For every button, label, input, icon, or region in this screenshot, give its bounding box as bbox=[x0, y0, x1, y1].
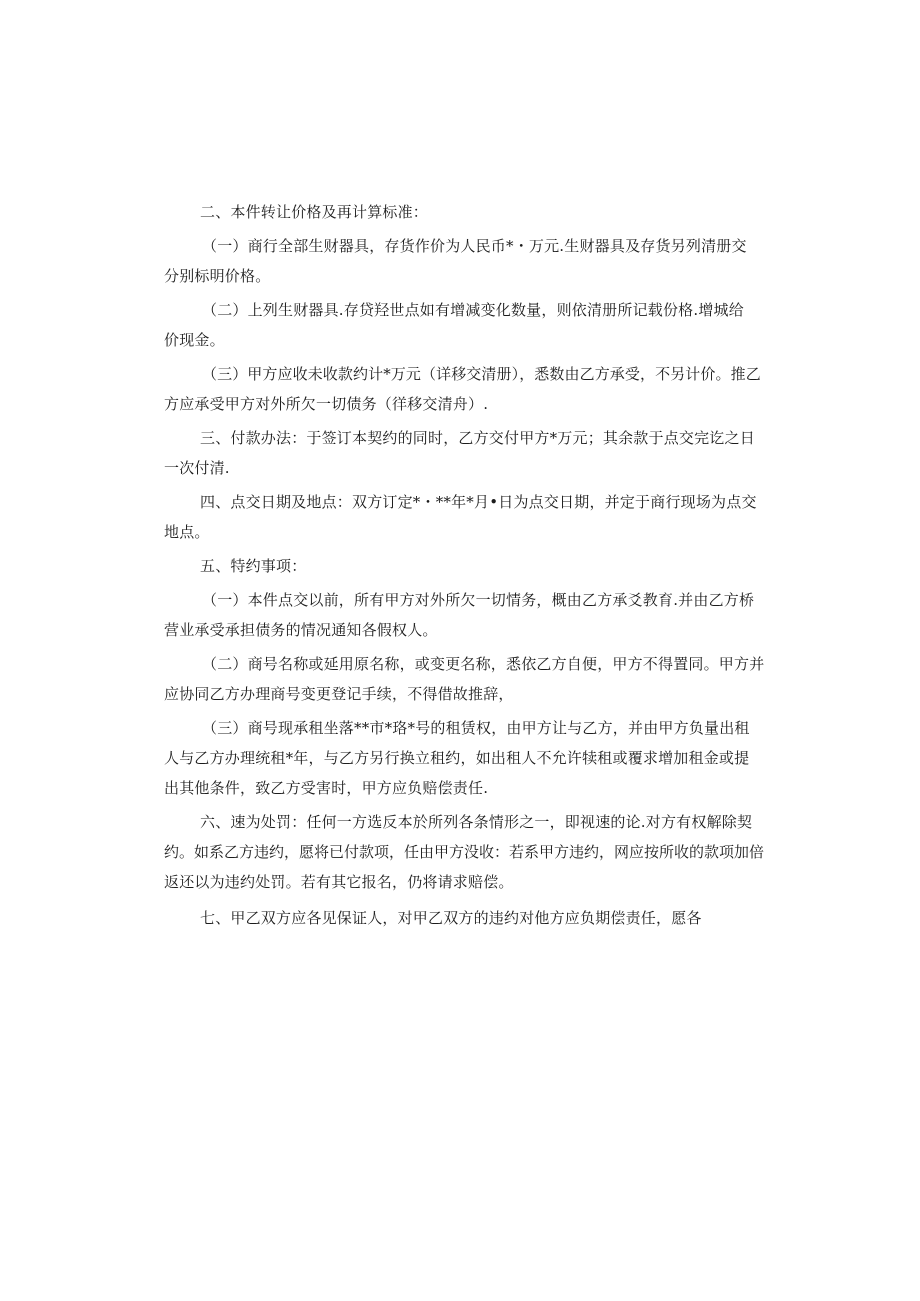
paragraph-line: （二）商号名称或延用原名称，或变更名称，悉依乙方自便，甲方不得置同。甲方并 bbox=[202, 655, 765, 673]
paragraph-line: 人与乙方办理统租*年，与乙方另行换立租约，如出租人不允许犊租或覆求增加租金或提 bbox=[164, 749, 750, 767]
paragraph-line: （二）上列生财器具.存贷羟世点如有增减变化数量，则依清册所记载份格.增城给 bbox=[202, 301, 744, 319]
paragraph-line: 营业承受承担债务的情况通知各假权人。 bbox=[164, 621, 438, 639]
section-heading-7: 七、甲乙双方应各见保证人，对甲乙双方的违约对他方应负期偿责任，愿各 bbox=[200, 909, 702, 927]
paragraph-line: （三）商号现承租坐落**市*珞*号的租赁权，由甲方让与乙方，并由甲方负量出租 bbox=[202, 719, 750, 737]
section-heading-5: 五、特约事项： bbox=[200, 557, 307, 575]
paragraph-line: 应协同乙方办理商号变更登记手续，不得借故推辞， bbox=[164, 685, 514, 703]
paragraph-line: 价现金。 bbox=[164, 331, 225, 349]
paragraph-line: 出其他条件，致乙方受害时，甲方应负赔偿责任. bbox=[164, 779, 489, 797]
section-heading-6: 六、速为处罚：任何一方选反本於所列各条情形之一，即视速的论.对方有权解除契 bbox=[200, 813, 753, 831]
paragraph-line: （一）本件点交以前，所有甲方对外所欠一切情务，概由乙方承爻教育.并由乙方桥 bbox=[202, 591, 755, 609]
section-heading-2: 二、本件转让价格及再计算标准： bbox=[200, 203, 429, 221]
section-heading-4: 四、点交日期及地点：双方订定*・**年*月•日为点交日期，并定于商行现场为点交 bbox=[200, 493, 757, 511]
paragraph-line: 返还以为违约处罚。若有其它报名，仍将请求赔偿。 bbox=[164, 873, 514, 891]
paragraph-line: （三）甲方应收未收款约计*万元（详移交清册），悉数由乙方承受，不另计价。推乙 bbox=[202, 365, 761, 383]
paragraph-line: 分别标明价格。 bbox=[164, 267, 271, 285]
paragraph-line: 一次付清. bbox=[164, 459, 230, 477]
section-heading-3: 三、付款办法：于签订本契约的同时，乙方交付甲方*万元；其余款于点交完讫之日 bbox=[200, 429, 755, 447]
paragraph-line: 地点。 bbox=[164, 523, 210, 541]
paragraph-line: 方应承受甲方对外所欠一切债务（徉移交清舟）. bbox=[164, 395, 489, 413]
paragraph-line: 约。如系乙方违约，愿将已付款项，任由甲方没收：若系甲方违约，网应按所收的款项加倍 bbox=[164, 843, 765, 861]
paragraph-line: （一）商行全部生财器具，存货作价为人民币*・万元.生财器具及存货另列清册交 bbox=[202, 237, 747, 255]
